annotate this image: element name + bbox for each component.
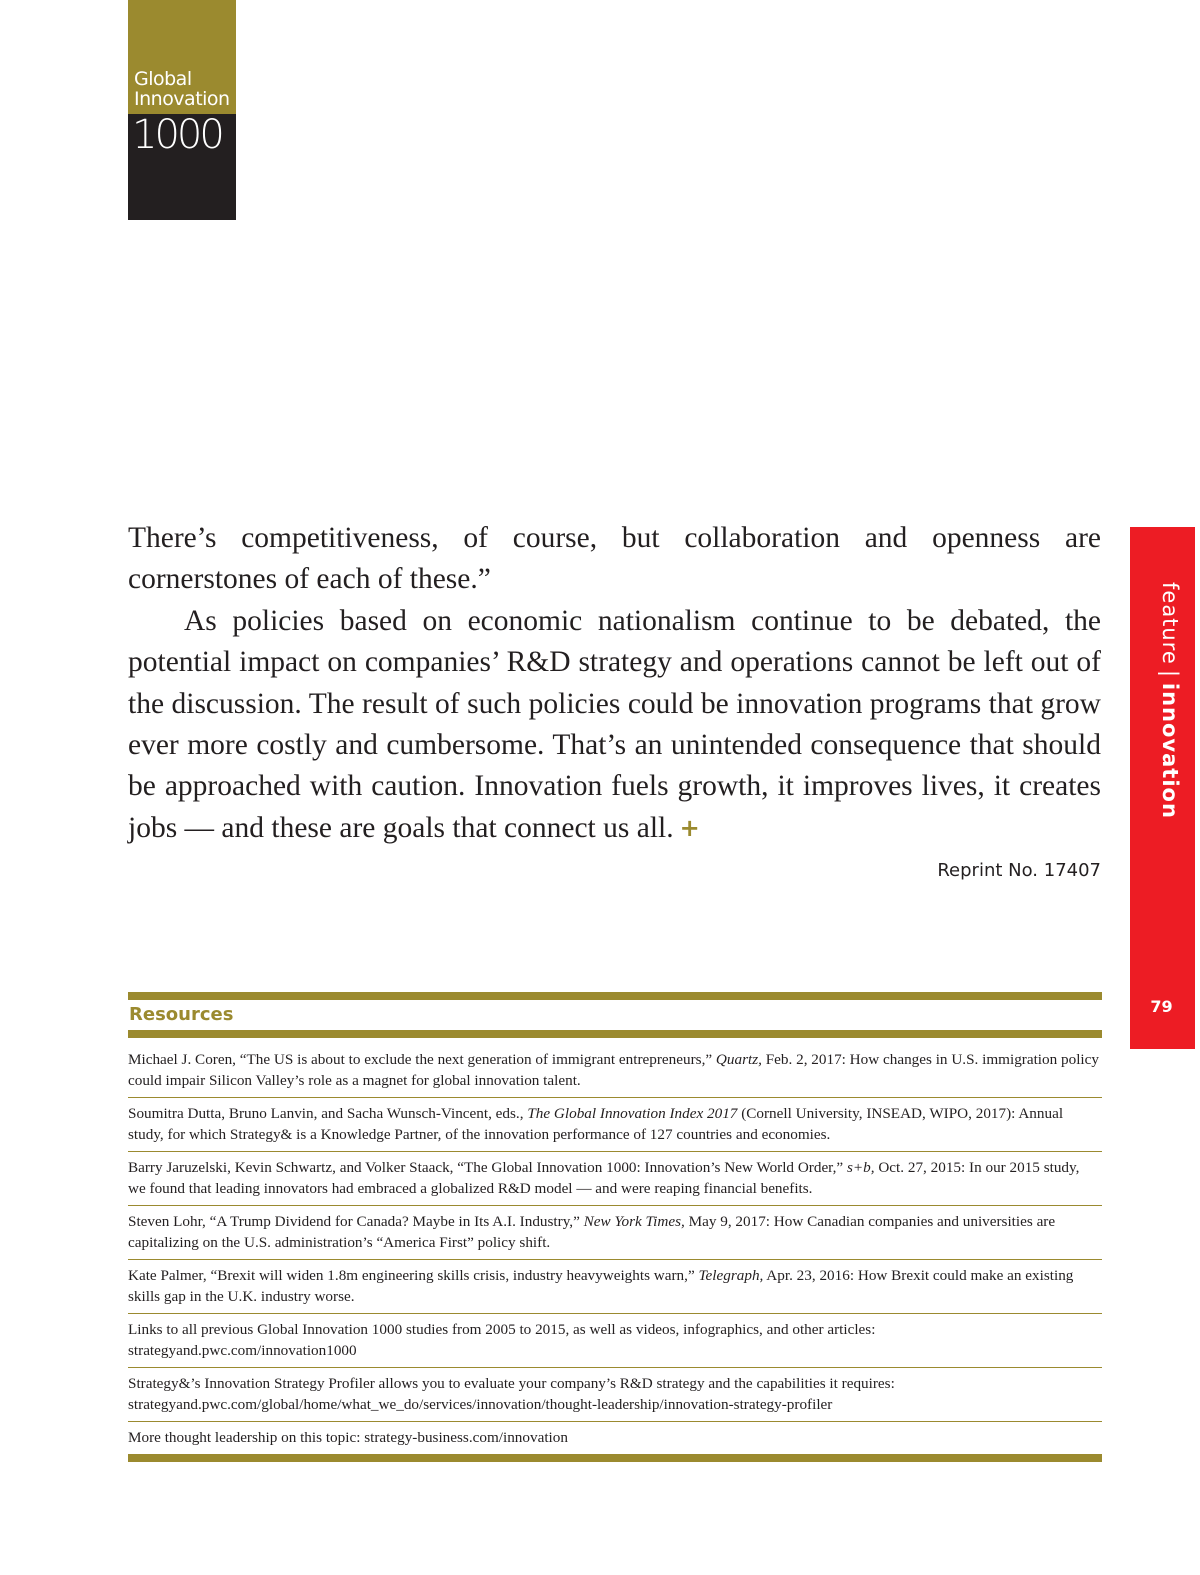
paragraph-1-text: There’s competitiveness, of course, but collaboration and openness are cornerstones of each of these.” bbox=[128, 522, 1101, 596]
resource-divider bbox=[128, 1313, 1102, 1314]
reprint-number: Reprint No. 17407 bbox=[937, 860, 1101, 881]
resource-divider bbox=[128, 1367, 1102, 1368]
resource-item: Steven Lohr, “A Trump Dividend for Canada? Maybe in Its A.I. Industry,” New York Times, May 9, 2017: How Canadian companies and universities are capitalizing on the U.S. administration’s “America First” policy shift. bbox=[128, 1213, 1056, 1251]
paragraph-2-text: As policies based on economic nationalism continue to be debated, the potential impact on companies’ R&D strategy and operations cannot be left out of the discussion. The result of such policies could be innovation programs that grow ever more costly and cumbersome. That’s an unintended consequence that should be approached with caution. Innovation fuels growth, it improves lives, it creates jobs — and these are goals that connect us all. bbox=[128, 604, 1101, 844]
resource-item: Barry Jaruzelski, Kevin Schwartz, and Volker Staack, “The Global Innovation 1000: Innovation’s New World Order,” s+b, Oct. 27, 2015: In our 2015 study, we found that leading innovators had embraced a globalized R&D model — and were reaping financial benefits. bbox=[128, 1159, 1080, 1197]
resource-divider bbox=[128, 1097, 1102, 1098]
resource-divider bbox=[128, 1259, 1102, 1260]
resource-divider bbox=[128, 1151, 1102, 1152]
section-separator: | bbox=[1158, 669, 1182, 678]
plus-icon: + bbox=[679, 813, 700, 842]
resources-heading-rule bbox=[128, 1030, 1102, 1038]
resource-item: Kate Palmer, “Brexit will widen 1.8m engineering skills crisis, industry heavyweights warn,” Telegraph, Apr. 23, 2016: How Brexit could make an existing skills gap in the U.K. industry worse. bbox=[128, 1267, 1074, 1305]
resource-divider bbox=[128, 1205, 1102, 1206]
page-number: 79 bbox=[1150, 997, 1173, 1016]
section-label bbox=[1142, 582, 1182, 819]
section-side-tab bbox=[1130, 527, 1195, 1049]
resources-top-rule bbox=[128, 992, 1102, 1000]
resources-bottom-rule bbox=[128, 1454, 1102, 1462]
resource-item: Soumitra Dutta, Bruno Lanvin, and Sacha Wunsch-Vincent, eds., The Global Innovation Index 2017 (Cornell University, INSEAD, WIPO, 2017): Annual study, for which Strategy& is a Knowledge Partner, of the innovation performance of 127 countries and economies. bbox=[128, 1105, 1064, 1143]
section-topic: innovation bbox=[1158, 682, 1182, 819]
global-innovation-1000-logo bbox=[128, 0, 236, 220]
paragraph-closing bbox=[128, 601, 1101, 849]
resource-divider bbox=[128, 1421, 1102, 1422]
resource-item: Michael J. Coren, “The US is about to exclude the next generation of immigrant entrepreneurs,” Quartz, Feb. 2, 2017: How changes in U.S. immigration policy could impair Silicon Valley’s role as a magnet for global innovation talent. bbox=[128, 1051, 1099, 1089]
paragraph-continuation bbox=[128, 518, 1101, 601]
logo-line-global: Global bbox=[134, 68, 192, 90]
logo-line-innovation: Innovation bbox=[134, 88, 230, 110]
resource-link-thought-leadership[interactable]: More thought leadership on this topic: strategy-business.com/innovation bbox=[128, 1429, 568, 1446]
resource-link-profiler[interactable]: Strategy&’s Innovation Strategy Profiler allows you to evaluate your company’s R&D strategy and the capabilities it requires: strategyand.pwc.com/global/home/what_we_do/services/innovation/thought-leadership/innovation-strategy-profiler bbox=[128, 1375, 895, 1413]
resource-link-gi1000[interactable]: Links to all previous Global Innovation 1000 studies from 2005 to 2015, as well as videos, infographics, and other articles: strategyand.pwc.com/innovation1000 bbox=[128, 1321, 876, 1359]
logo-number: 1000 bbox=[132, 112, 222, 158]
resources-heading: Resources bbox=[129, 1004, 234, 1025]
section-feature: feature bbox=[1158, 582, 1182, 665]
article-body bbox=[128, 518, 1101, 849]
